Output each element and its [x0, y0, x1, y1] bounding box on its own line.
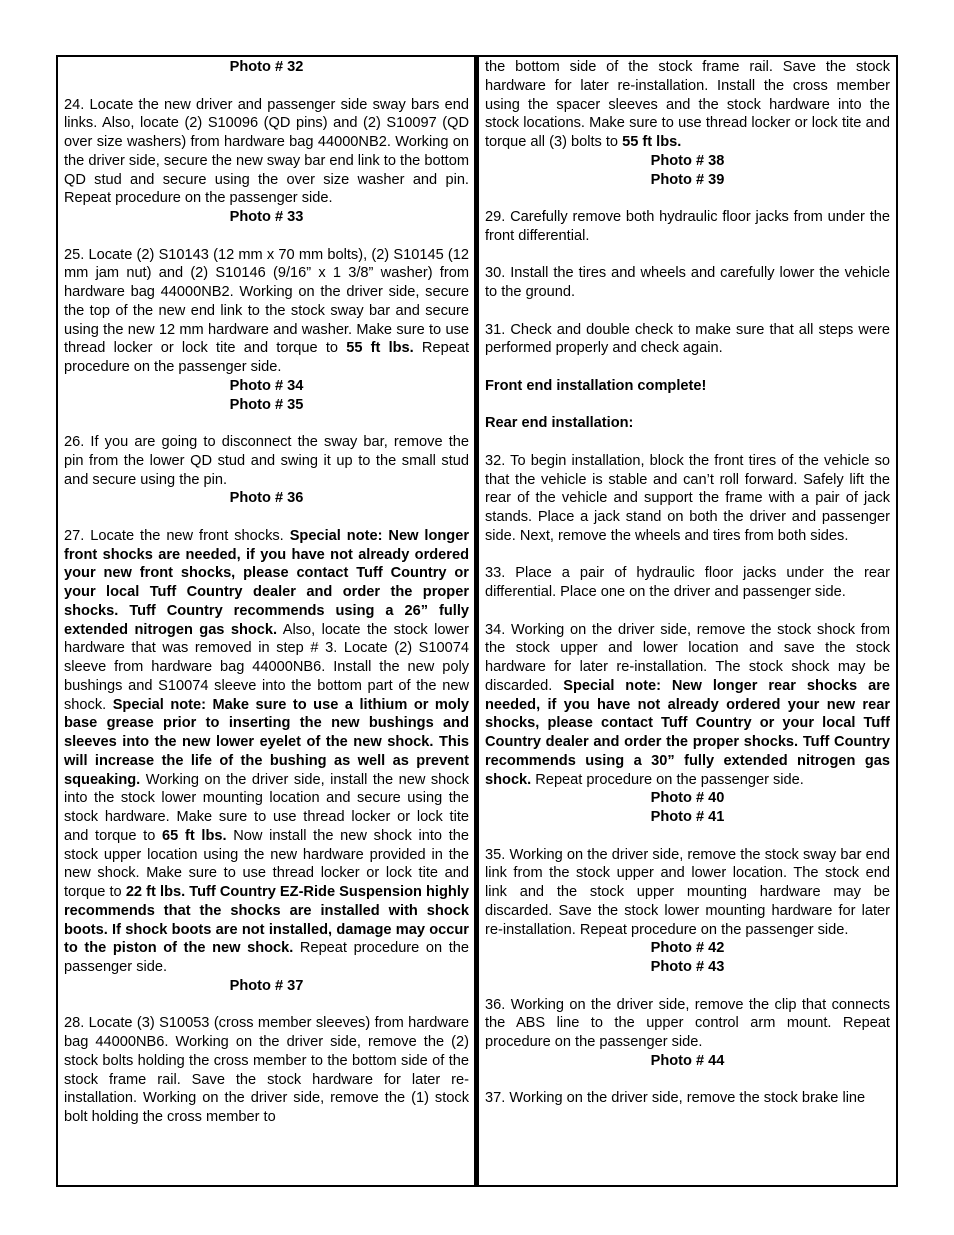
step-36: 36. Working on the driver side, remove the clip that connects the ABS line to the upper control arm mount. Repeat procedure on the passenger side.	[485, 996, 890, 1050]
photo-label-43: Photo # 43	[650, 959, 725, 975]
step-35: 35. Working on the driver side, remove the stock sway bar end link from the stock upper and lower location. The stock end link and the stock upper mounting hardware may be discarded. Save the stock lower mounting hardware for later re-installation. Repeat procedure on the passenger side.	[485, 846, 890, 938]
step-33: 33. Place a pair of hydraulic floor jacks under the rear differential. Place one on the driver and passenger side.	[485, 565, 890, 600]
column-divider	[474, 55, 479, 1187]
step-28: 28. Locate (3) S10053 (cross member sleeves) from hardware bag 44000NB6. Working on the driver side, remove the (2) stock bolts holding the cross member to the bottom side of the stock frame rail. Save the stock hardware for later re-installation. Working on the driver side, remove the (1) stock bolt holding the cross member to	[64, 1015, 469, 1125]
step-25: 25. Locate (2) S10143 (12 mm x 70 mm bolts), (2) S10145 (12 mm jam nut) and (2) S10146 (9/16” x 1 3/8” washer) from hardware bag 44000NB2. Working on the driver side, secure the top of the new end link to the stock sway bar and secure using the new 12 mm hardware and washer. Make sure to use thread locker or lock tite and torque to 55 ft lbs. Repeat procedure on the passenger side.	[64, 246, 469, 375]
front-complete-heading: Front end installation complete!	[485, 377, 707, 394]
photo-label-40: Photo # 40	[650, 790, 725, 807]
step-30: 30. Install the tires and wheels and carefully lower the vehicle to the ground.	[485, 265, 890, 300]
photo-label-37: Photo # 37	[229, 977, 304, 994]
photo-label-36: Photo # 36	[229, 490, 304, 507]
step-32: 32. To begin installation, block the front tires of the vehicle so that the vehicle is stable and can’t roll forward. Safely lift the rear of the vehicle and support the frame with a pair of jack stands. Place a jack stand on both the driver and passenger side. Next, remove the wheels and tires from both sides.	[485, 452, 890, 544]
photo-label-41: Photo # 41	[650, 809, 725, 825]
photo-label-32: Photo # 32	[229, 59, 304, 75]
left-column	[64, 58, 469, 1127]
photo-label-34: Photo # 34	[229, 377, 304, 394]
step-27: 27. Locate the new front shocks. Special note: New longer front shocks are needed, if you have not already ordered your new front shocks, please contact Tuff Country or your local Tuff Country dealer and order the proper shocks. Tuff Country recommends using a 26” fully extended nitrogen gas shock. Also, locate the stock lower hardware that was removed in step # 3. Locate (2) S10074 sleeve from hardware bag 44000NB6. Install the new poly bushings and S10074 sleeve into the bottom part of the new shock. Special note: Make sure to use a lithium or moly base grease prior to inserting the new bushings and sleeves into the new lower eyelet of the new shock. This will increase the life of the bushing as well as prevent squeaking. Working on the driver side, install the new shock into the stock lower mounting location and secure using the stock hardware. Make sure to use thread locker or lock tite and torque to 65 ft lbs. Now install the new shock into the stock upper location using the new hardware provided in the new shock. Make sure to use thread locker or lock tite and torque to 22 ft lbs. Tuff Country EZ-Ride Suspension highly recommends that the shocks are installed with shock boots. If shock boots are not installed, damage may occur to the piston of the new shock. Repeat procedure on the passenger side.	[64, 527, 470, 975]
rear-installation-heading: Rear end installation:	[485, 415, 634, 432]
photo-label-33: Photo # 33	[229, 209, 304, 225]
step-29: 29. Carefully remove both hydraulic floor jacks from under the front differential.	[485, 209, 890, 244]
step-24: 24. Locate the new driver and passenger side sway bars end links. Also, locate (2) S10096 (QD pins) and (2) S10097 (QD over size washers) from hardware bag 44000NB2. Working on the driver side, secure the new sway bar end link to the bottom QD stud and secure using the over size washer and pin. Repeat procedure on the passenger side.	[64, 96, 469, 207]
step-26: 26. If you are going to disconnect the sway bar, remove the pin from the lower QD stud and swing it up to the small stud and secure using the pin.	[64, 434, 469, 488]
photo-label-44: Photo # 44	[650, 1052, 725, 1069]
right-column	[485, 58, 890, 1108]
step-28-continued: the bottom side of the stock frame rail. Save the stock hardware for later re-installation. Install the cross member using the spacer sleeves and the stock hardware into the stock locations. Make sure to use thread locker or lock tite and torque all (3) bolts to 55 ft lbs.	[485, 59, 890, 150]
step-31: 31. Check and double check to make sure that all steps were performed properly and check again.	[485, 321, 890, 357]
photo-label-39: Photo # 39	[650, 171, 725, 188]
step-34: 34. Working on the driver side, remove the stock shock from the stock upper and lower location and save the stock hardware for later re-installation. The stock shock may be discarded. Special note: New longer rear shocks are needed, if you have not already ordered your new rear shocks, please contact Tuff Country or your local Tuff Country dealer and order the proper shocks. Tuff Country recommends using a 30” fully extended nitrogen gas shock. Repeat procedure on the passenger side.	[485, 621, 890, 788]
photo-label-38: Photo # 38	[650, 152, 725, 169]
photo-label-42: Photo # 42	[650, 940, 725, 957]
photo-label-35: Photo # 35	[229, 396, 304, 413]
step-37: 37. Working on the driver side, remove the stock brake line	[485, 1090, 866, 1107]
